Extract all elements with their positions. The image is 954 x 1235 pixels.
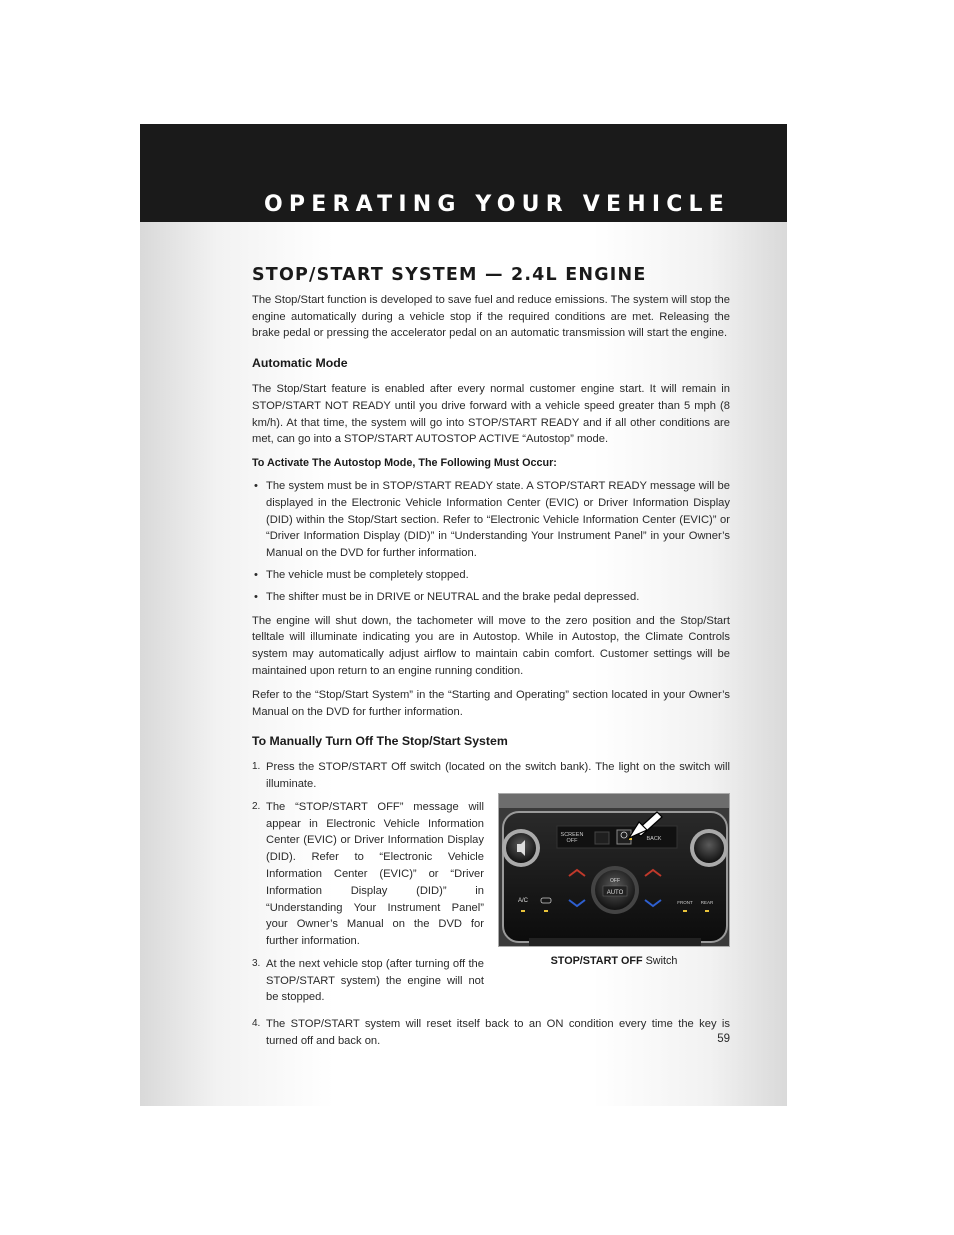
ac-label: A/C: [517, 897, 529, 904]
list-item: • The shifter must be in DRIVE or NEUTRAL and the brake pedal depressed.: [252, 589, 730, 606]
figure-caption: [498, 953, 730, 970]
chapter-title: OPERATING YOUR VEHICLE: [264, 192, 730, 217]
step-number: 1.: [252, 761, 261, 773]
switch-bank-photo: [498, 793, 730, 947]
left-knob: [502, 829, 540, 867]
header-bar: [140, 124, 787, 222]
right-knob: [690, 829, 728, 867]
step-text: At the next vehicle stop (after turning off the STOP/START system) the engine will not be stopped.: [266, 957, 484, 1004]
step-number: 2.: [252, 800, 261, 812]
step-text: The STOP/START system will reset itself back to an ON condition every time the key is turned off and back on.: [266, 1018, 730, 1048]
caption-bold: STOP/START OFF: [550, 954, 643, 967]
figure-side-text: [252, 799, 484, 1013]
step-number: 4.: [252, 1018, 261, 1030]
front-defrost-label: FRONT: [677, 899, 693, 905]
activate-heading: To Activate The Autostop Mode, The Following Must Occur:: [252, 457, 557, 470]
activate-conditions-list: [252, 478, 730, 606]
step-text: The “STOP/START OFF” message will appear in Electronic Vehicle Information Center (EVIC) or Driver Information Display (DID). Refer to “Electronic Vehicle Information Center (EVIC)” or “Driver Information Display (DID)” in “Understanding Your Instrument Panel” your Owner’s Manual on the DVD for further information.: [266, 800, 484, 948]
list-item: • The system must be in STOP/START READY state. A STOP/START READY message will be displayed in the Electronic Vehicle Information Center (EVIC) or Driver Information Display (DID) within the Stop/Start section. Refer to “Electronic Vehicle Information Center (EVIC)” or “Driver Information Display (DID)” in “Understanding Your Instrument Panel” in your Owner’s Manual on the DVD for further information.: [252, 478, 730, 562]
figure-row: [252, 799, 730, 1013]
step-number: 3.: [252, 957, 261, 969]
manual-off-heading: To Manually Turn Off The Stop/Start System: [252, 734, 508, 749]
switch-figure: [498, 793, 730, 1013]
switch-bank-illustration: [499, 794, 730, 947]
back-label: BACK: [646, 835, 662, 842]
intro-paragraph: The Stop/Start function is developed to save fuel and reduce emissions. The system will stop the engine automatically during a vehicle stop if the required conditions are met. Releasing the brake pedal or pressing the accelerator pedal on an automatic transmission will start the engine.: [252, 293, 731, 340]
caption-normal: Switch: [642, 954, 678, 967]
step-item: [252, 956, 484, 1006]
off-label: OFF: [610, 877, 620, 884]
refer-paragraph: Refer to the “Stop/Start System” in the “Starting and Operating” section located in your Owner’s Manual on the DVD for further information.: [252, 688, 730, 718]
step-item: [252, 759, 730, 793]
rear-defrost-label: REAR: [700, 899, 714, 905]
automatic-mode-heading: Automatic Mode: [252, 356, 348, 371]
page-content: [252, 267, 730, 1056]
step-item: [252, 799, 484, 950]
step-text: Press the STOP/START Off switch (located on the switch bank). The light on the switch will illuminate.: [266, 761, 730, 790]
list-item: • The vehicle must be completely stopped.: [252, 567, 730, 584]
page-number: 59: [717, 1033, 730, 1045]
autostop-paragraph: The engine will shut down, the tachometer will move to the zero position and the Stop/Start telltale will illuminate indicating you are in Autostop. While in Autostop, the Climate Controls system may automatically adjust airflow to maintain cabin comfort. Customer settings will be maintained upon return to an engine running condition.: [252, 614, 730, 677]
screen-off-label: SCREEN: [560, 831, 584, 838]
svg-text:OFF: OFF: [566, 837, 578, 844]
section-title: STOP/START SYSTEM — 2.4L ENGINE: [252, 265, 647, 285]
automatic-mode-paragraph: The Stop/Start feature is enabled after every normal customer engine start. It will remain in STOP/START NOT READY until you drive forward with a vehicle speed greater than 5 mph (8 km/h). At that time, the system will go into STOP/START READY and if all other conditions are met, can go into a STOP/START AUTOSTOP ACTIVE “Autostop” mode.: [252, 382, 730, 446]
step-item: [252, 1016, 730, 1050]
manual-page: [140, 124, 787, 1106]
auto-label: AUTO: [606, 889, 624, 896]
